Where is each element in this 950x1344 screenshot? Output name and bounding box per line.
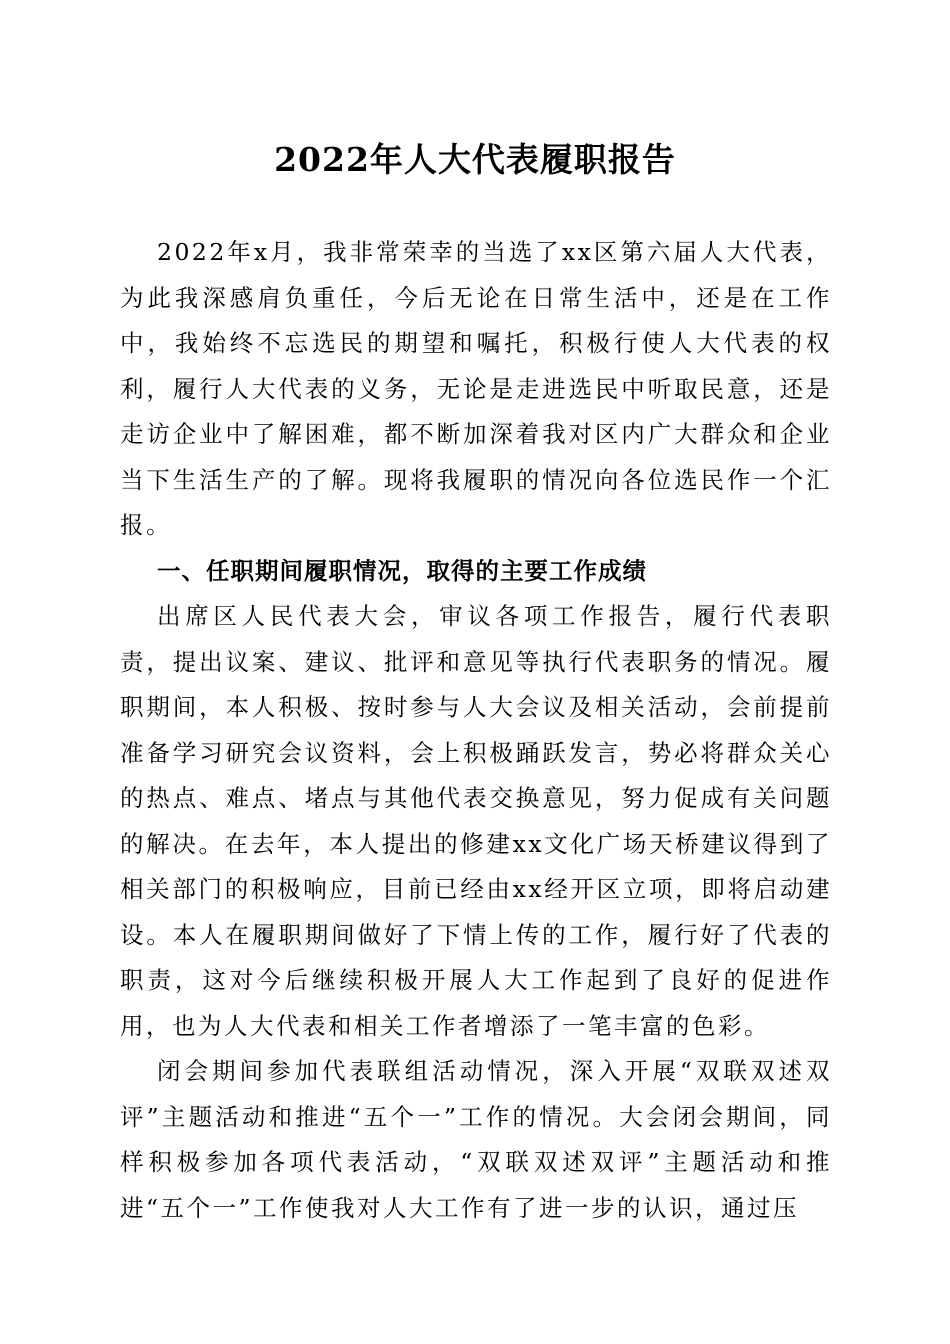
section-heading-1: 一、任职期间履职情况，取得的主要工作成绩 <box>157 556 647 585</box>
document-title: 2022年人大代表履职报告 <box>274 140 676 179</box>
intro-paragraph: 2022年x月，我非常荣幸的当选了xx区第六届人大代表，为此我深感肩负重任，今后无论在日常生活中，还是在工作中，我始终不忘选民的期望和嘱托，积极行使人大代表的权利，履行人大代表的义务，无论是走进选民中听取民意，还是走访企业中了解困难，都不断加深着我对区内广大群众和企业当下生活生产的了解。现将我履职的情况向各位选民作一个汇报。 <box>120 238 832 539</box>
section-1-paragraph-2: 闭会期间参加代表联组活动情况，深入开展“双联双述双评”主题活动和推进“五个一”工作的情况。大会闭会期间，同样积极参加各项代表活动，“双联双述双评”主题活动和推进“五个一”工作使我对人大工作有了进一步的认识，通过压 <box>120 1057 832 1222</box>
section-1-paragraph-1: 出席区人民代表大会，审议各项工作报告，履行代表职责，提出议案、建议、批评和意见等执行代表职务的情况。履职期间，本人积极、按时参与人大会议及相关活动，会前提前准备学习研究会议资料，会上积极踊跃发言，势必将群众关心的热点、难点、堵点与其他代表交换意见，努力促成有关问题的解决。在去年，本人提出的修建xx文化广场天桥建议得到了相关部门的积极响应，目前已经由xx经开区立项，即将启动建设。本人在履职期间做好了下情上传的工作，履行好了代表的职责，这对今后继续积极开展人大工作起到了良好的促进作用，也为人大代表和相关工作者增添了一笔丰富的色彩。 <box>120 602 832 1040</box>
document-body <box>120 230 832 1231</box>
